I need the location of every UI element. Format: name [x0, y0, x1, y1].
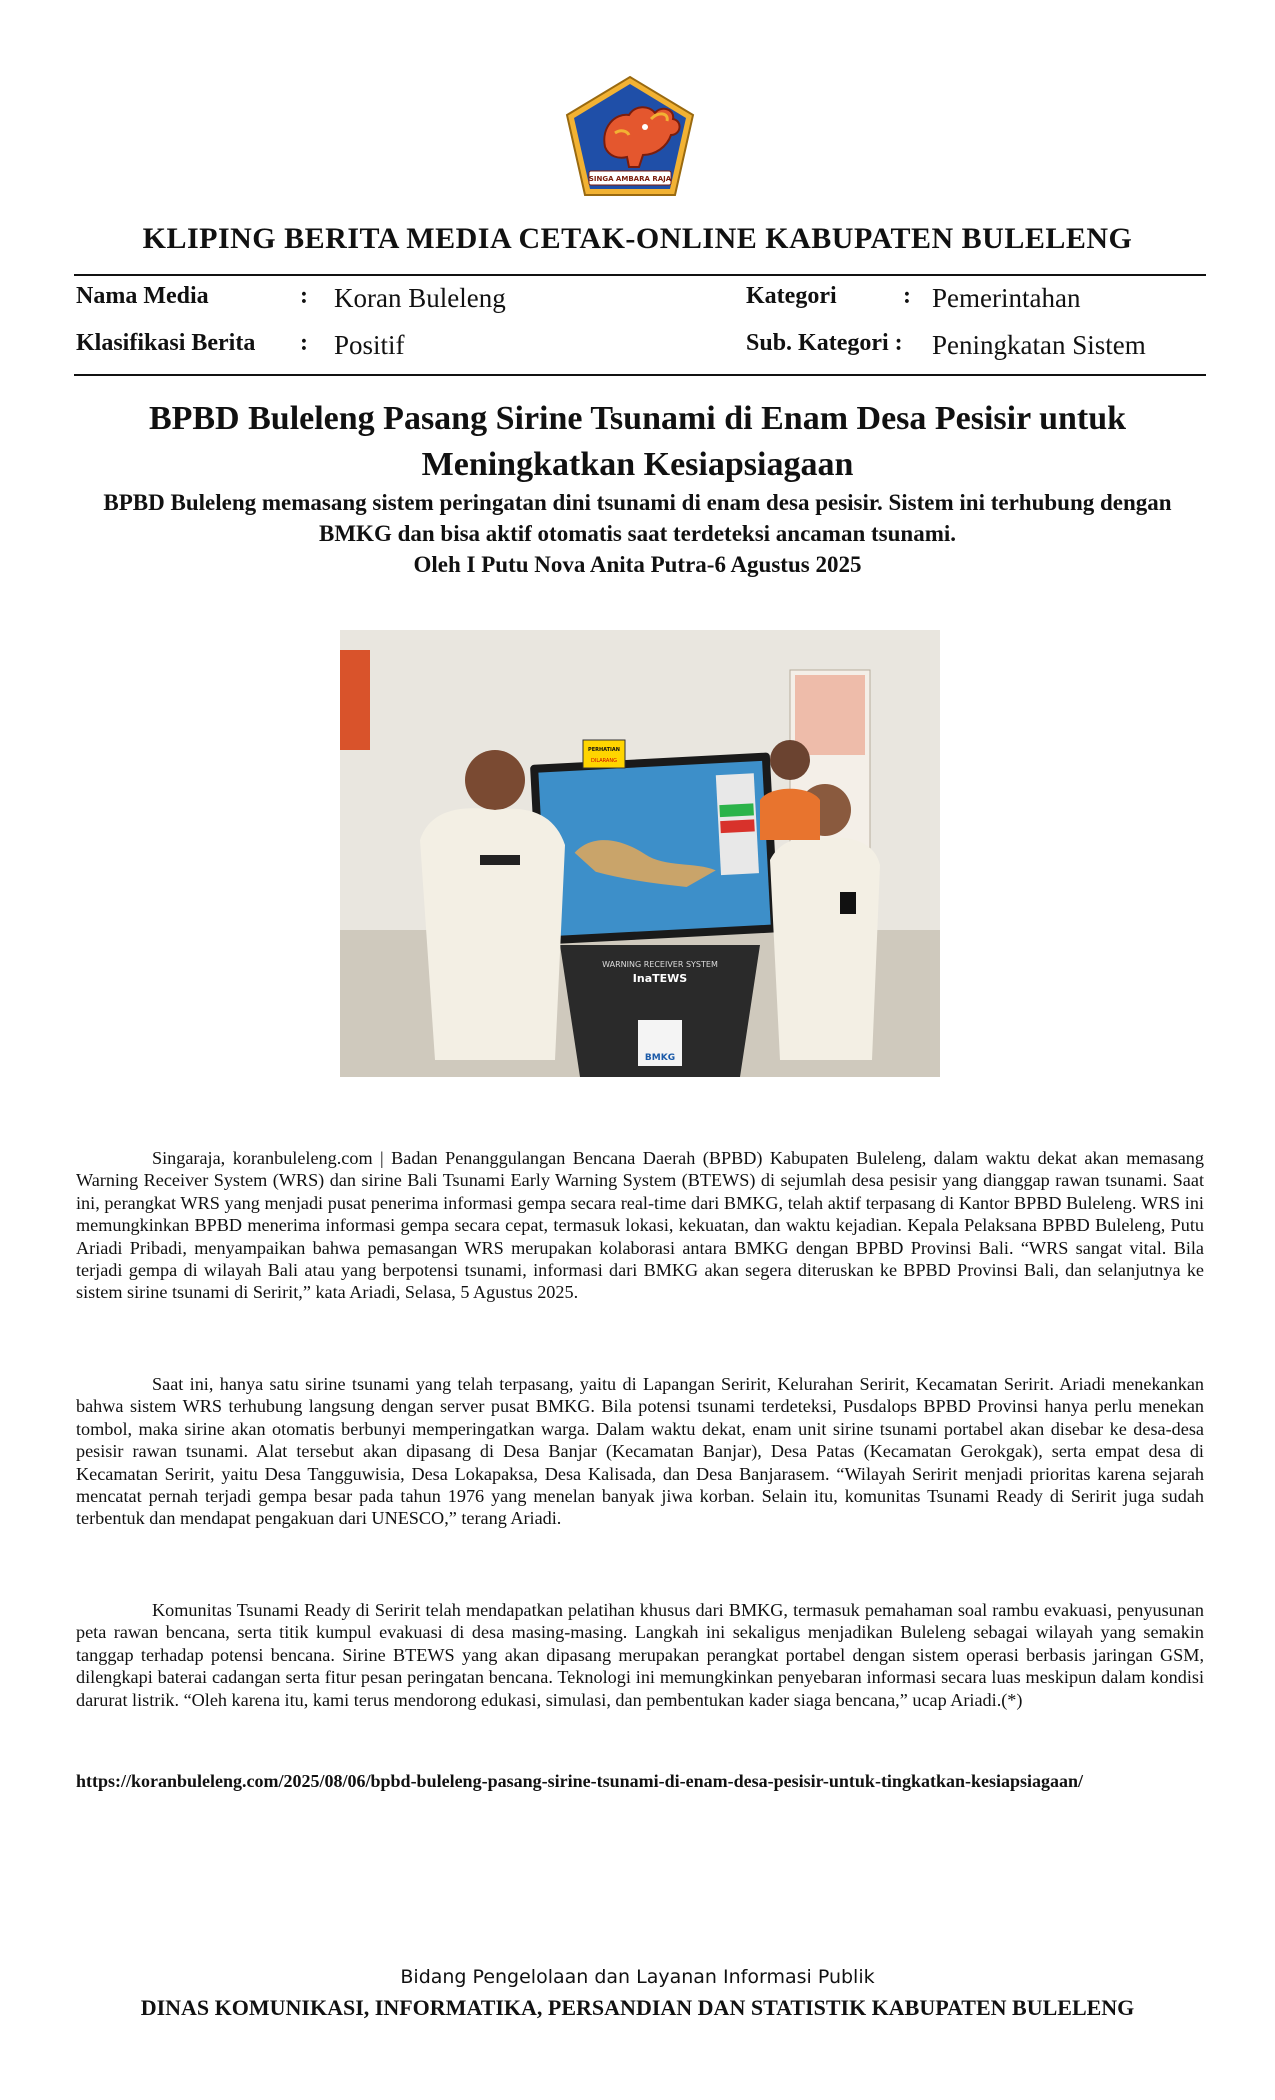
footer-subtitle: Bidang Pengelolaan dan Layanan Informasi Publik: [400, 1966, 875, 1988]
sub-kategori-value: Peningkatan Sistem: [932, 330, 1146, 360]
kategori-colon: :: [903, 283, 911, 309]
photo-sign-title: PERHATIAN: [588, 747, 620, 753]
article-title: BPBD Buleleng Pasang Sirine Tsunami di Enam Desa Pesisir untuk Meningkatkan Kesiapsiagaan: [148, 400, 1127, 483]
article-byline: Oleh I Putu Nova Anita Putra-6 Agustus 2025: [413, 552, 862, 577]
article-photo-illustration: [340, 630, 940, 1077]
meta-divider: [74, 374, 1206, 376]
klasifikasi-label: Klasifikasi Berita: [76, 330, 256, 356]
sub-kategori-row: [746, 330, 903, 357]
nama-media-value: Koran Buleleng: [334, 283, 506, 313]
kategori-label: Kategori: [746, 283, 837, 309]
kategori-value: Pemerintahan: [932, 283, 1081, 313]
article-paragraph: Saat ini, hanya satu sirine tsunami yang telah terpasang, yaitu di Lapangan Seririt, Kelurahan Seririt, Kecamatan Seririt. Ariadi menekankan bahwa sistem WRS terhubung langsung dengan server pusat BMKG. Bila potensi tsunami terdeteksi, Pusdalops BPBD Provinsi hanya perlu menekan tombol, maka sirine akan otomatis berbunyi memperingatkan warga. Dalam waktu dekat, enam unit sirine tsunami portabel akan disebar ke desa-desa pesisir rawan tsunami. Alat tersebut akan dipasang di Desa Banjar (Kecamatan Banjar), Desa Patas (Kecamatan Gerokgak), serta empat desa di Kecamatan Seririt, yaitu Desa Tangguwisia, Desa Lokapaksa, Desa Kalisada, dan Desa Banjarasem. “Wilayah Seririt menjadi prioritas karena sejarah mencatat pernah terjadi gempa besar pada tahun 1976 yang menelan banyak jiwa korban. Selain itu, komunitas Tsunami Ready di Seririt juga sudah terbentuk dan mendapat pengakuan dari UNESCO,” terang Ariadi.: [76, 1374, 1204, 1529]
klasifikasi-value: Positif: [334, 330, 405, 360]
nama-media-colon: :: [300, 283, 308, 309]
article-lead-text: BPBD Buleleng memasang sistem peringatan dini tsunami di enam desa pesisir. Sistem ini terhubung dengan BMKG dan bisa aktif otomatis saat terdeteksi ancaman tsunami.: [103, 490, 1172, 546]
document-header-title: KLIPING BERITA MEDIA CETAK-ONLINE KABUPATEN BULELENG: [142, 222, 1133, 255]
klasifikasi-row: [76, 330, 255, 357]
coat-of-arms-svg: [563, 75, 697, 199]
nama-media-row: [76, 283, 209, 310]
klasifikasi-colon: :: [300, 330, 308, 356]
buleleng-coat-of-arms-icon: [563, 75, 697, 199]
article-lead: [100, 487, 1175, 580]
header-divider: [74, 274, 1206, 276]
kategori-row: [746, 283, 837, 310]
photo-sign-text: DILARANG: [591, 758, 617, 764]
photo-kiosk-brand: InaTEWS: [632, 972, 688, 985]
photo-bmkg-logo: BMKG: [644, 1053, 676, 1063]
article-paragraph: Komunitas Tsunami Ready di Seririt telah mendapatkan pelatihan khusus dari BMKG, termasuk pemahaman soal rambu evakuasi, penyusunan peta rawan bencana, serta titik kumpul evakuasi di desa masing-masing. Langkah ini sekaligus menjadikan Buleleng sebagai wilayah yang semakin tanggap terhadap potensi bencana. Sirine BTEWS yang akan dipasang merupakan perangkat portabel dengan sistem operasi berbasis jaringan GSM, dilengkapi baterai cadangan serta fitur pesan peringatan bencana. Teknologi ini memungkinkan penyebaran informasi secara luas meskipun dalam kondisi darurat listrik. “Oleh karena itu, kami terus mendorong edukasi, simulasi, dan pembentukan kader siaga bencana,” ucap Ariadi.(*): [76, 1600, 1204, 1710]
logo-motto: SINGA AMBARA RAJA: [588, 175, 672, 183]
photo-kiosk-caption: WARNING RECEIVER SYSTEM: [602, 960, 718, 969]
source-url[interactable]: https://koranbuleleng.com/2025/08/06/bpbd-buleleng-pasang-sirine-tsunami-di-enam-desa-pesisir-untuk-tingkatkan-kesiapsiagaan/: [76, 1771, 1083, 1791]
footer-agency: DINAS KOMUNIKASI, INFORMATIKA, PERSANDIAN DAN STATISTIK KABUPATEN BULELENG: [140, 1995, 1135, 2020]
nama-media-label: Nama Media: [76, 283, 209, 309]
sub-kategori-label: Sub. Kategori :: [746, 330, 903, 356]
article-paragraph: Singaraja, koranbuleleng.com | Badan Penanggulangan Bencana Daerah (BPBD) Kabupaten Buleleng, dalam waktu dekat akan memasang Warning Receiver System (WRS) dan sirine Bali Tsunami Early Warning System (BTEWS) di sejumlah desa pesisir yang dianggap rawan tsunami. Saat ini, perangkat WRS yang menjadi pusat penerima informasi gempa secara real-time dari BMKG, telah aktif terpasang di Kantor BPBD Buleleng. WRS ini memungkinkan BPBD menerima informasi gempa secara cepat, termasuk lokasi, kekuatan, dan waktu kejadian. Kepala Pelaksana BPBD Buleleng, Putu Ariadi Pribadi, menyampaikan bahwa pemasangan WRS merupakan kolaborasi antara BMKG dengan BPBD Provinsi Bali. “WRS sangat vital. Bila terjadi gempa di wilayah Bali atau yang berpotensi tsunami, informasi dari BMKG akan segera diteruskan ke BPBD Provinsi Bali, dan selanjutnya ke sistem sirine tsunami di Seririt,” kata Ariadi, Selasa, 5 Agustus 2025.: [76, 1148, 1204, 1303]
article-photo: [340, 630, 940, 1077]
